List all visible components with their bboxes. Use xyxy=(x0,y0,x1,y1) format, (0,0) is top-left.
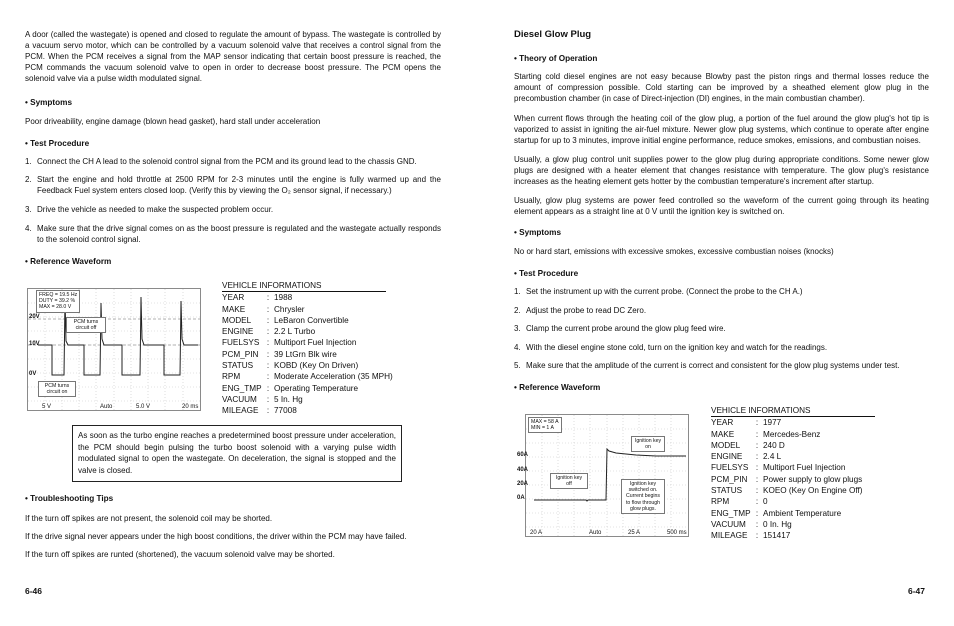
info-key: MAKE xyxy=(222,304,246,314)
vehicle-info-row: MAKE : Chrysler xyxy=(222,304,305,314)
tip-text: If the drive signal never appears under the high boost conditions, the driver within the PCM may have failed. xyxy=(25,532,407,541)
step-text: Connect the CH A lead to the solenoid control signal from the PCM and its ground lead to the chassis GND. xyxy=(37,157,417,166)
vehicle-info-row: STATUS : KOBD (Key On Driven) xyxy=(222,361,359,371)
readout-max: MAX = 58 A xyxy=(531,419,559,425)
theory-paragraph: Starting cold diesel engines are not easy because Blowby past the piston rings and thermal losses reduce the amount of compression possible. Cold starting can be improved by a sheathed element glow plug in the precombustion chamber (in case of Direct-injection (DI) engines, in the main combustian chamber). xyxy=(514,72,929,103)
step-text: Drive the vehicle as needed to make the suspected problem occur. xyxy=(37,205,274,214)
info-key: ENGINE xyxy=(711,452,743,462)
info-value: LeBaron Convertible xyxy=(274,315,349,325)
x-axis-label: 25 A xyxy=(628,530,641,536)
info-value: 5 In. Hg xyxy=(274,394,303,404)
vehicle-info-row: MILEAGE : 151417 xyxy=(711,531,791,541)
info-value: 77008 xyxy=(274,406,297,416)
x-axis-label: 5.0 V xyxy=(136,404,151,410)
symptoms-text: No or hard start, emissions with excessive smokes, excessive combustian noises (knocks) xyxy=(514,247,834,256)
intro-paragraph: A door (called the wastegate) is opened and closed to regulate the amount of bypass. The wastegate is controlled by a vacuum servo motor, which can be controlled by a vacuum solenoid valve that receives a control signal from the PCM. When the PCM receives a signal from the MAP sensor indicating that certain boost pressure is reached, the PCM commands the vacuum solenoid valve to open in order to decrease boost pressure. The PCM opens the solenoid valve via a pulse width modulated signal. xyxy=(25,30,441,83)
annotation-key-off: Ignition key off xyxy=(550,473,588,489)
test-procedure-heading: • Test Procedure xyxy=(25,139,90,148)
annotation-key-switched-on: Ignition key switched on. Current begins to flow through glow plugs. xyxy=(621,479,665,514)
info-key: YEAR xyxy=(711,418,734,428)
theory-paragraph: Usually, glow plug systems are power feed controlled so the waveform of the current going through its heating element appears as a straight line at 0 V until the ignition key is switched on. xyxy=(514,196,929,216)
symptoms-heading: • Symptoms xyxy=(514,228,561,237)
x-axis-label: 20 ms xyxy=(182,404,199,410)
vehicle-info-row: FUELSYS : Multiport Fuel Injection xyxy=(222,338,357,348)
info-value: Multiport Fuel Injection xyxy=(763,463,846,473)
y-axis-label: 0V xyxy=(29,371,37,377)
scope-readout xyxy=(528,417,562,433)
x-axis-label: Auto xyxy=(100,404,113,410)
x-axis-label: 500 ms xyxy=(667,530,687,536)
readout-duty: DUTY = 39.2 % xyxy=(39,298,76,305)
info-key: MILEAGE xyxy=(711,531,748,541)
theory-paragraph: When current flows through the heating coil of the glow plug, a portion of the fuel around the glow plug's hot tip is vaporized to assist in igniting the air-fuel mixture. Newer glow plug systems, which continue to operate after engine startup for up to 3 minutes, improve initial engine performance, reduce smokes, emissions, and combustian noises. xyxy=(514,114,929,145)
vehicle-info-title: VEHICLE INFORMATIONS xyxy=(222,280,386,292)
step-text: Make sure that the amplitude of the current is correct and consistent for the glow plug systems under test. xyxy=(526,361,900,370)
step-text: Make sure that the drive signal comes on as the boost pressure is regulated and the wastegate actually responds to the solenoid control signal. xyxy=(37,224,441,244)
theory-paragraph: Usually, a glow plug control unit supplies power to the glow plug during appropriate conditions. Some newer glow plugs are designed with a heater element that changes resistance with temperature. The glow plug's resistance increases as the heating element gets hotter by the combustian temperature's increment after startup. xyxy=(514,155,929,186)
info-key: ENG_TMP xyxy=(222,383,262,393)
info-value: Chrysler xyxy=(274,304,305,314)
step-number: 3. xyxy=(514,324,521,333)
info-key: STATUS xyxy=(222,361,254,371)
info-key: STATUS xyxy=(711,486,743,496)
info-key: MILEAGE xyxy=(222,406,259,416)
troubleshooting-heading: • Troubleshooting Tips xyxy=(25,494,114,503)
info-key: MODEL xyxy=(711,440,741,450)
info-key: MODEL xyxy=(222,315,252,325)
y-axis-label: 0A xyxy=(517,495,525,501)
vehicle-info-row: MODEL : 240 D xyxy=(711,440,785,450)
info-key: FUELSYS xyxy=(711,463,749,473)
annotation-key-on: Ignition key on xyxy=(631,436,665,452)
x-axis-label: 20 A xyxy=(530,530,543,536)
step-text: Clamp the current probe around the glow plug feed wire. xyxy=(526,324,726,333)
step-text: Start the engine and hold throttle at 2500 RPM for 2-3 minutes until the engine is fully warmed up and the Feedback Fuel system enters closed loop. (Verify this by viewing the O₂ sensor signal, if necessary.) xyxy=(37,175,441,195)
info-key: MAKE xyxy=(711,429,735,439)
vehicle-info-row: VACUUM : 0 In. Hg xyxy=(711,519,792,529)
vehicle-info-row: MILEAGE : 77008 xyxy=(222,406,297,416)
info-key: PCM_PIN xyxy=(222,349,259,359)
info-key: FUELSYS xyxy=(222,338,260,348)
vehicle-info-row: ENGINE : 2.2 L Turbo xyxy=(222,327,316,337)
x-axis-label: Auto xyxy=(589,530,602,536)
vehicle-info-row: YEAR : 1988 xyxy=(222,293,293,303)
vehicle-info-left xyxy=(222,280,393,417)
note-box xyxy=(72,425,402,482)
page-number-right: 6-47 xyxy=(908,586,926,596)
step-number: 5. xyxy=(514,361,521,370)
info-value: 2.2 L Turbo xyxy=(274,327,316,337)
info-key: RPM xyxy=(222,372,241,382)
vehicle-info-row: ENGINE : 2.4 L xyxy=(711,452,782,462)
page-number-left: 6-46 xyxy=(25,586,43,596)
step-number: 4. xyxy=(514,343,521,352)
y-axis-label: 60A xyxy=(517,452,529,458)
step-number: 2. xyxy=(25,175,32,184)
tip-text: If the turn off spikes are not present, the solenoid coil may be shorted. xyxy=(25,514,273,523)
oscilloscope-waveform xyxy=(525,414,689,537)
tip-text: If the turn off spikes are runted (shortened), the vacuum solenoid valve may be shorted. xyxy=(25,550,335,559)
y-axis-label: 20A xyxy=(517,481,529,487)
info-value: 0 In. Hg xyxy=(763,519,792,529)
vehicle-info-row: YEAR : 1977 xyxy=(711,418,782,428)
vehicle-info-row: ENG_TMP : Operating Temperature xyxy=(222,383,359,393)
info-value: Moderate Acceleration (35 MPH) xyxy=(274,372,393,382)
vehicle-info-row: MAKE : Mercedes-Benz xyxy=(711,429,821,439)
info-key: ENGINE xyxy=(222,327,254,337)
vehicle-info-row: RPM : 0 xyxy=(711,497,768,507)
reference-waveform-heading: • Reference Waveform xyxy=(514,383,601,392)
symptoms-heading: • Symptoms xyxy=(25,98,72,107)
info-value: 1988 xyxy=(274,293,293,303)
readout-frequency: FREQ = 19.5 Hz xyxy=(39,292,78,298)
info-value: Operating Temperature xyxy=(274,383,359,393)
step-number: 3. xyxy=(25,205,32,214)
step-text: Adjust the probe to read DC Zero. xyxy=(526,306,647,315)
step-number: 4. xyxy=(25,224,32,233)
test-procedure-heading: • Test Procedure xyxy=(514,269,579,278)
annotation-circuit-off: PCM turns circuit off xyxy=(66,317,106,333)
y-axis-label: 10V xyxy=(29,341,40,347)
readout-min: MIN = 1 A xyxy=(531,425,554,432)
info-value: 240 D xyxy=(763,440,785,450)
step-text: Set the instrument up with the current probe. (Connect the probe to the CH A.) xyxy=(526,287,803,296)
step-text: With the diesel engine stone cold, turn on the ignition key and watch for the readings. xyxy=(526,343,828,352)
info-value: KOBD (Key On Driven) xyxy=(274,361,359,371)
info-key: VACUUM xyxy=(711,519,746,529)
vehicle-info-row: MODEL : LeBaron Convertible xyxy=(222,315,349,325)
info-value: 1977 xyxy=(763,418,782,428)
symptoms-text: Poor driveability, engine damage (blown head gasket), hard stall under acceleration xyxy=(25,117,321,126)
info-value: Ambient Temperature xyxy=(763,508,842,518)
vehicle-info-row: RPM : Moderate Acceleration (35 MPH) xyxy=(222,372,393,382)
x-axis-label: 5 V xyxy=(42,404,52,410)
info-key: YEAR xyxy=(222,293,245,303)
vehicle-info-row: FUELSYS : Multiport Fuel Injection xyxy=(711,463,846,473)
vehicle-info-right xyxy=(711,405,875,542)
info-value: 2.4 L xyxy=(763,452,782,462)
step-number: 1. xyxy=(514,287,521,296)
y-axis-label: 20V xyxy=(29,314,40,320)
info-value: 0 xyxy=(763,497,768,507)
info-key: PCM_PIN xyxy=(711,474,748,484)
step-number: 2. xyxy=(514,306,521,315)
info-value: Multiport Fuel Injection xyxy=(274,338,357,348)
oscilloscope-waveform xyxy=(27,288,201,411)
vehicle-info-row: PCM_PIN : Power supply to glow plugs xyxy=(711,474,863,484)
info-value: KOEO (Key On Engine Off) xyxy=(763,486,863,496)
reference-waveform-heading: • Reference Waveform xyxy=(25,257,112,266)
info-key: ENG_TMP xyxy=(711,508,751,518)
y-axis-label: 40A xyxy=(517,467,529,473)
vehicle-info-row: ENG_TMP : Ambient Temperature xyxy=(711,508,842,518)
info-value: 39 LtGrn Blk wire xyxy=(274,349,337,359)
info-key: VACUUM xyxy=(222,394,257,404)
note-text: As soon as the turbo engine reaches a predetermined boost pressure under acceleration, the PCM should begin pulsing the turbo boost solenoid with a varying pulse width modulated signal to open the wastegate. On deceleration, the signal is stopped and the valve is closed. xyxy=(78,431,396,475)
theory-heading: • Theory of Operation xyxy=(514,54,598,63)
vehicle-info-row: PCM_PIN : 39 LtGrn Blk wire xyxy=(222,349,337,359)
step-number: 1. xyxy=(25,157,32,166)
info-value: 151417 xyxy=(763,531,791,541)
readout-max: MAX = 28.0 V xyxy=(39,304,72,311)
vehicle-info-row: VACUUM : 5 In. Hg xyxy=(222,394,303,404)
vehicle-info-title: VEHICLE INFORMATIONS xyxy=(711,405,875,417)
vehicle-info-row: STATUS : KOEO (Key On Engine Off) xyxy=(711,486,863,496)
info-key: RPM xyxy=(711,497,730,507)
info-value: Power supply to glow plugs xyxy=(763,474,863,484)
section-title: Diesel Glow Plug xyxy=(514,29,592,40)
annotation-circuit-on: PCM turns circuit on xyxy=(38,381,76,397)
scope-readout xyxy=(36,290,80,313)
info-value: Mercedes-Benz xyxy=(763,429,821,439)
